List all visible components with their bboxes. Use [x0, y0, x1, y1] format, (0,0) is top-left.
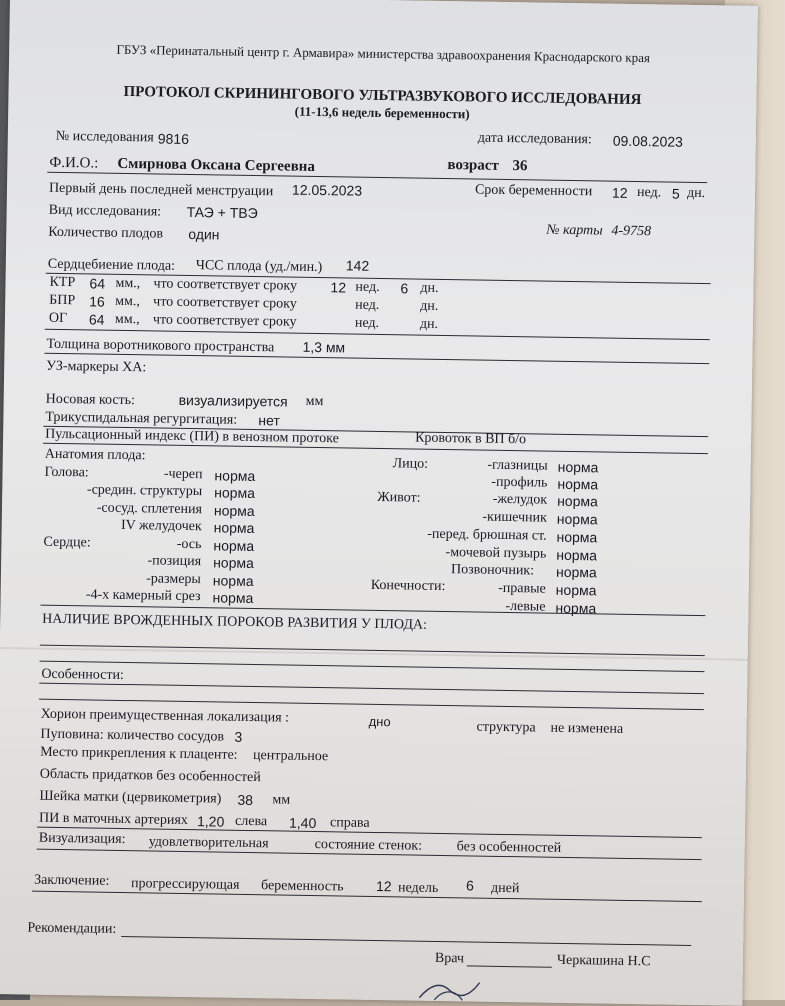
anatomy-value: норма: [214, 484, 256, 502]
biometry-unit: мм.,: [115, 293, 141, 310]
limbs-label: Конечности:: [370, 577, 446, 595]
uterine-pi-label: ПИ в маточных артериях: [38, 810, 188, 829]
conclusion-weeks-unit: недель: [397, 880, 439, 896]
conclusion-days: 6: [465, 877, 475, 894]
biometry-weeks: 12: [330, 279, 347, 296]
chorion-label: Хорион преимущественная локализация :: [40, 706, 290, 726]
protocol-title: ПРОТОКОЛ СКРИНИНГОВОГО УЛЬТРАЗВУКОВОГО ИССЛЕДОВАНИЯ: [123, 83, 642, 109]
anatomy-value: норма: [557, 475, 599, 493]
patient-name: Смирнова Оксана Сергеевна: [117, 155, 316, 175]
structure-label: структура: [476, 719, 536, 736]
biometry-name: БПР: [49, 292, 76, 309]
biometry-unit: мм.,: [115, 275, 141, 292]
visualization-value: удовлетворительная: [148, 834, 269, 852]
patient-age: 36: [512, 158, 528, 175]
nasal-value: визуализируется: [178, 391, 288, 410]
recommendations-line: [121, 936, 691, 946]
attach-label: Место прикрепления к плаценте:: [40, 744, 238, 763]
tricuspid-value: нет: [258, 412, 280, 429]
defects-label: НАЛИЧИЕ ВРОЖДЕННЫХ ПОРОКОВ РАЗВИТИЯ У ПЛОДА:: [42, 611, 428, 633]
biometry-value: 16: [89, 293, 105, 310]
study-type-label: Вид исследования:: [48, 202, 162, 220]
nt-value: 1,3 мм: [302, 338, 346, 356]
anatomy-value: норма: [213, 554, 254, 572]
cervix-unit: мм: [272, 792, 291, 808]
fio-label: Ф.И.О.:: [49, 154, 99, 172]
study-date: 09.08.2023: [612, 132, 684, 150]
adnexa-text: Область придатков без особенностей: [39, 766, 261, 786]
biometry-name: ОГ: [48, 310, 68, 327]
conclusion-days-unit: дней: [490, 880, 520, 897]
anatomy-value: норма: [556, 510, 598, 528]
anatomy-item: -перед. брюшная ст.: [427, 526, 547, 544]
uterine-pi-right-label: справа: [329, 815, 370, 831]
rule-line: [39, 683, 704, 694]
markers-title: УЗ-маркеры ХА:: [46, 358, 147, 376]
age-label: возраст: [447, 157, 499, 174]
term-weeks-unit: нед.: [636, 184, 662, 201]
term-label: Срок беременности: [474, 182, 593, 200]
pi-label: Пульсационный индекс (ПИ) в венозном протоке: [45, 426, 339, 447]
anatomy-item: -размеры: [146, 571, 201, 588]
biometry-value: 64: [88, 311, 105, 328]
anatomy-value: норма: [212, 589, 254, 607]
anatomy-value: норма: [555, 599, 597, 617]
structure-value: не изменена: [550, 720, 624, 737]
features-label: Особенности:: [41, 666, 125, 683]
conclusion-label: Заключение:: [34, 872, 110, 889]
spine-label: Позвоночник:: [450, 562, 535, 579]
abdomen-label: Живот:: [377, 489, 421, 506]
biometry-weeks-unit: нед.: [355, 297, 380, 313]
fetus-count: один: [188, 225, 220, 243]
biometry-name: КТР: [49, 274, 76, 291]
recommendations-label: Рекомендации:: [27, 920, 117, 937]
anatomy-item: -сосуд. сплетения: [96, 500, 203, 518]
walls-value: без особенностей: [456, 839, 562, 856]
anatomy-value: норма: [557, 492, 598, 510]
walls-label: состояние стенок:: [314, 837, 423, 854]
doctor-name: Черкашина Н.С: [556, 952, 651, 970]
visualization-label: Визуализация:: [38, 830, 126, 848]
heartbeat-label: Сердцебиение плода:: [47, 256, 176, 274]
biometry-days-unit: дн.: [420, 280, 439, 296]
anatomy-value: норма: [213, 502, 255, 520]
biometry-weeks-unit: нед.: [354, 315, 380, 331]
face-label: Лицо:: [392, 456, 429, 472]
biometry-value: 64: [89, 275, 106, 292]
hr-value: 142: [345, 257, 370, 274]
term-days-unit: дн.: [686, 185, 706, 202]
anatomy-value: норма: [556, 546, 598, 564]
anatomy-item: -средин. структуры: [86, 482, 203, 500]
anatomy-item: IV желудочек: [120, 517, 202, 535]
anatomy-item: -левые: [505, 598, 546, 615]
anatomy-item: -глазницы: [487, 457, 548, 474]
card-label: № карты: [546, 222, 603, 239]
anatomy-item: -позиция: [147, 553, 202, 570]
cervix-value: 38: [237, 791, 254, 809]
uterine-pi-left-value: 1,20: [196, 813, 225, 830]
cord-label: Пуповина: количество сосудов: [40, 726, 225, 745]
uterine-pi-right-value: 1,40: [288, 814, 317, 832]
attach-value: центральное: [252, 748, 329, 765]
rule-line: [40, 661, 705, 672]
anatomy-title: Анатомия плода:: [44, 446, 146, 464]
conclusion-text: прогрессирующая: [130, 876, 240, 893]
signature-line: [467, 965, 552, 967]
biometry-weeks-unit: нед.: [355, 279, 380, 295]
anatomy-value: норма: [213, 537, 255, 555]
biometry-unit: мм.,: [114, 311, 140, 328]
anatomy-value: норма: [212, 572, 254, 590]
head-label: Голова:: [44, 464, 89, 481]
heart-label: Сердце:: [43, 534, 91, 551]
hr-label: ЧСС плода (уд./мин.): [195, 258, 323, 276]
anatomy-value: норма: [557, 458, 599, 476]
uterine-pi-left-label: слева: [234, 813, 268, 830]
biometry-days-unit: дн.: [420, 298, 439, 314]
term-days: 5: [671, 185, 680, 202]
fetus-count-label: Количество плодов: [48, 224, 164, 242]
anatomy-item: -желудок: [492, 491, 548, 508]
biometry-days: 6: [400, 280, 409, 297]
lmp-label: Первый день последней менструации: [48, 180, 274, 200]
biometry-text: что соответствует сроку: [153, 294, 297, 312]
tricuspid-label: Трикуспидальная регургитация:: [45, 409, 238, 428]
institution-name: ГБУЗ «Перинатальный центр г. Армавира» министерства здравоохранения Краснодарского края: [116, 41, 651, 66]
anatomy-value: норма: [213, 519, 255, 537]
anatomy-value: норма: [555, 563, 597, 581]
anatomy-item: -кишечник: [482, 509, 547, 526]
conclusion-text2: беременность: [260, 878, 344, 895]
ductus-flow: Кровоток в ВП б/о: [415, 430, 527, 448]
anatomy-item: -4-х камерный срез: [85, 587, 201, 605]
chorion-value: дно: [368, 713, 391, 730]
study-number: 9816: [157, 130, 190, 147]
anatomy-item: -череп: [163, 466, 203, 483]
card-number: 4-9758: [611, 223, 652, 240]
term-weeks: 12: [611, 184, 628, 201]
nt-label: Толщина воротникового пространства: [46, 336, 275, 356]
doctor-label: Врач: [434, 950, 465, 967]
conclusion-weeks: 12: [375, 877, 392, 895]
anatomy-value: норма: [556, 528, 598, 546]
lmp-date: 12.05.2023: [291, 181, 363, 199]
anatomy-value: норма: [555, 581, 597, 599]
biometry-text: что соответствует сроку: [153, 276, 298, 294]
study-type: ТАЭ + ТВЭ: [186, 203, 258, 222]
cervix-label: Шейка матки (цервикометрия): [39, 788, 222, 807]
anatomy-item: -мочевой пузырь: [445, 545, 547, 562]
nasal-unit: мм: [305, 393, 324, 410]
rule-line: [32, 891, 702, 903]
study-number-label: № исследования: [55, 128, 154, 146]
anatomy-item: -правые: [498, 580, 546, 597]
anatomy-value: норма: [214, 467, 256, 485]
doctor-signature: [414, 976, 484, 1002]
anatomy-item: -ось: [176, 536, 202, 553]
biometry-days-unit: дн.: [419, 316, 439, 332]
protocol-subtitle: (11-13,6 недель беременности): [294, 103, 470, 122]
study-date-label: дата исследования:: [477, 130, 592, 148]
anatomy-item: -профиль: [491, 474, 548, 491]
cord-value: 3: [234, 728, 243, 745]
biometry-text: что соответствует сроку: [152, 312, 297, 330]
nasal-label: Носовая кость:: [45, 391, 136, 409]
